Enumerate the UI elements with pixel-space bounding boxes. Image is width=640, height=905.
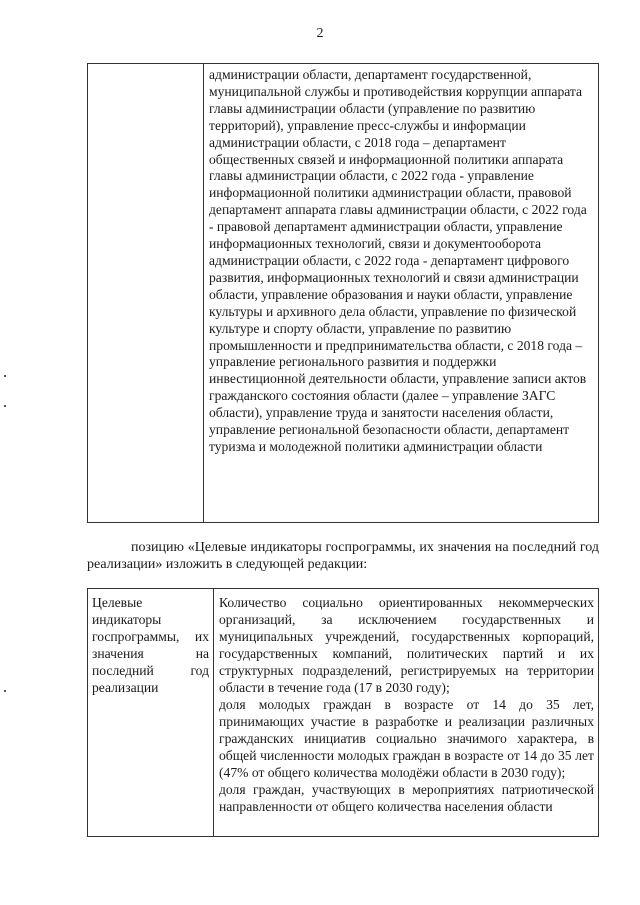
amendment-paragraph	[87, 539, 599, 573]
indicator-item-3: доля граждан, участвующих в мероприятиях патриотической направленности от общего количества населения области	[219, 782, 594, 814]
page-number: 2	[316, 26, 324, 41]
indicator-item-2: доля молодых граждан в возрасте от 14 до 35 лет, принимающих участие в разработке и реализации различных гражданских инициатив социально значимого характера, в общей численности молодых граждан в возрасте от 14 до 35 лет (47% от общего количества молодёжи области в 2030 году);	[219, 697, 594, 780]
scan-edge-mark	[4, 690, 6, 692]
amendment-text: позицию «Целевые индикаторы госпрограммы, их значения на последний год реализации» изложить в следующей редакции:	[87, 540, 599, 572]
table1-executors-cell: администрации области, департамент государственной, муниципальной службы и противодействия коррупции аппарата главы администрации области (управление по развитию территорий), управление пресс-службы и информации администрации области, с 2018 года – департамент общественных связей и информационной политики аппарата главы администрации области, с 2022 года - управление информационной политики администрации области, правовой департамент аппарата главы администрации области, с 2022 года - правовой департамент администрации области, управление информационных технологий, связи и документооборота администрации области, с 2022 года - департамент цифрового развития, информационных технологий и связи администрации области, управление образования и науки области, управление культуры и архивного дела области, управление по физической культуре и спорту области, управление по развитию промышленности и предпринимательства области, с 2018 года – управление регионального развития и поддержки инвестиционной деятельности области, управление записи актов гражданского состояния области (далее – управление ЗАГС области), управление труда и занятости населения области, управление региональной безопасности области, департамент туризма и молодежной политики администрации области	[204, 64, 599, 523]
indicator-item-1: Количество социально ориентированных некоммерческих организаций, за исключением государственных и муниципальных учреждений, государственных корпораций, государственных компаний, политических партий и их структурных подразделений, регистрируемых на территории области в течение года (17 в 2030 году);	[219, 595, 594, 695]
indicators-label-cell: Целевые индикаторы госпрограммы, их значения на последний год реализации	[88, 589, 214, 837]
table1-left-cell	[88, 64, 204, 523]
scan-edge-mark	[4, 375, 6, 377]
indicators-table	[87, 588, 599, 837]
indicators-content-cell	[214, 589, 599, 837]
scan-edge-mark	[4, 405, 6, 407]
continuation-table	[87, 63, 599, 523]
